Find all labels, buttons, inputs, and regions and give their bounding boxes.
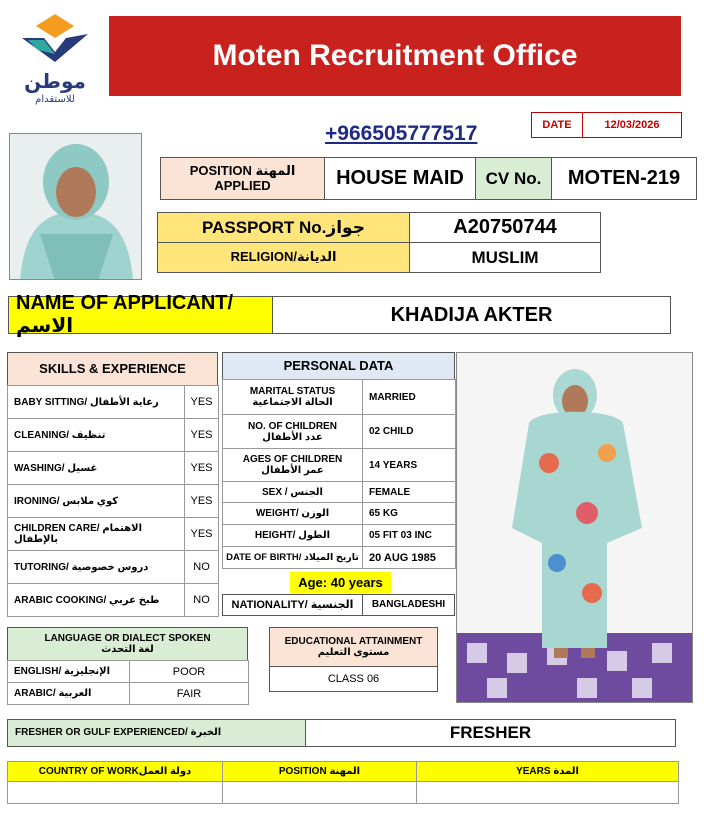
logo-mark-icon: [14, 12, 96, 62]
table-row: [223, 525, 456, 547]
table-row: [8, 419, 219, 452]
table-row: [8, 584, 219, 617]
cv-value: MOTEN-219: [551, 157, 697, 200]
skill-label: CLEANING/ تنظيف: [8, 419, 185, 452]
nationality-value: BANGLADESHI: [362, 594, 455, 616]
applicant-name-label: NAME OF APPLICANT/ الاسم: [8, 296, 273, 334]
personal-value: 14 YEARS: [363, 449, 456, 482]
work-cell: [223, 782, 417, 804]
cv-label: CV No.: [475, 157, 552, 200]
table-row: [8, 762, 679, 782]
date-value: 12/03/2026: [582, 112, 682, 138]
personal-value: 05 FIT 03 INC: [363, 525, 456, 547]
personal-label-ar: عمر الأطفال: [261, 465, 324, 476]
personal-label-ar: الحالة الاجتماعية: [252, 397, 333, 408]
skill-value: YES: [185, 419, 219, 452]
passport-value: A20750744: [409, 212, 601, 243]
experience-value: FRESHER: [305, 719, 676, 747]
position-label-line1: POSITION المهنة: [189, 162, 296, 178]
table-row: [8, 452, 219, 485]
religion-label: RELIGION/الديانة: [157, 242, 410, 273]
applicant-portrait-photo: [9, 133, 142, 280]
education-value: CLASS 06: [269, 666, 438, 692]
personal-value: MARRIED: [363, 380, 456, 415]
title-banner: [109, 16, 681, 96]
education-header-en: EDUCATIONAL ATTAINMENT: [284, 635, 423, 647]
language-table: [7, 660, 249, 705]
language-header-ar: لغة التحدث: [101, 644, 154, 655]
nationality-label: NATIONALITY/ الجنسية: [222, 594, 363, 616]
language-value: POOR: [130, 661, 249, 683]
work-col-position: POSITION المهنة: [223, 762, 417, 782]
applicant-full-body-photo: [456, 352, 693, 703]
table-row: [8, 518, 219, 551]
position-label-line2: APPLIED: [214, 177, 271, 193]
personal-label: WEIGHT/ الوزن: [223, 503, 363, 525]
personal-table: [222, 379, 456, 569]
skill-value: YES: [185, 452, 219, 485]
table-row: [8, 661, 249, 683]
personal-value: 20 AUG 1985: [363, 547, 456, 569]
personal-label-en: NO. OF CHILDREN: [248, 420, 337, 432]
personal-header: PERSONAL DATA: [222, 352, 455, 380]
skill-label: CHILDREN CARE/ الاهتمام بالإطفال: [8, 518, 185, 551]
page-title: Moten Recruitment Office: [212, 39, 578, 72]
work-cell: [417, 782, 679, 804]
personal-label-ar: عدد الأطفال: [262, 431, 323, 443]
personal-label: DATE OF BIRTH/ تاريخ الميلاد: [223, 547, 363, 569]
personal-value: 02 CHILD: [363, 415, 456, 449]
language-value: FAIR: [130, 683, 249, 705]
full-body-figure-icon: [457, 353, 693, 703]
personal-value: 65 KG: [363, 503, 456, 525]
table-row: [8, 485, 219, 518]
personal-label: SEX / الجنس: [223, 482, 363, 503]
education-header: [269, 627, 438, 667]
language-label: ARABIC/ العربية: [8, 683, 130, 705]
work-col-years: YEARS المدة: [417, 762, 679, 782]
table-row: [8, 683, 249, 705]
table-row: [223, 547, 456, 569]
table-row: [223, 503, 456, 525]
table-row: [223, 380, 456, 415]
table-row: [8, 551, 219, 584]
education-header-ar: مستوى التعليم: [317, 647, 390, 658]
logo-arabic-tag: للاستقدام: [35, 94, 75, 105]
table-row: [223, 482, 456, 503]
company-logo: [14, 12, 96, 104]
language-label: ENGLISH/ الإنجليزية: [8, 661, 130, 683]
religion-value: MUSLIM: [409, 242, 601, 273]
personal-label-en: MARITAL STATUS: [249, 386, 336, 397]
table-row: [8, 782, 679, 804]
skill-value: NO: [185, 584, 219, 617]
skills-header: SKILLS & EXPERIENCE: [7, 352, 218, 386]
skill-label: ARABIC COOKING/ طبخ عربي: [8, 584, 185, 617]
skill-value: YES: [185, 485, 219, 518]
skill-value: YES: [185, 386, 219, 419]
personal-label: [223, 380, 363, 415]
personal-value: FEMALE: [363, 482, 456, 503]
language-header-en: LANGUAGE OR DIALECT SPOKEN: [44, 632, 211, 644]
skills-table: [7, 385, 219, 617]
date-label: DATE: [531, 112, 583, 138]
phone-number: +966505777517: [325, 122, 478, 145]
skill-value: NO: [185, 551, 219, 584]
work-cell: [8, 782, 223, 804]
skill-label: IRONING/ كوي ملابس: [8, 485, 185, 518]
age-badge: Age: 40 years: [290, 572, 391, 593]
table-row: [223, 415, 456, 449]
applicant-name-value: KHADIJA AKTER: [272, 296, 671, 334]
work-col-country: COUNTRY OF WORKدولة العمل: [8, 762, 223, 782]
personal-label-en: AGES OF CHILDREN: [242, 454, 343, 465]
logo-arabic-name: موطن: [24, 71, 86, 93]
skill-label: TUTORING/ دروس خصوصية: [8, 551, 185, 584]
experience-label: FRESHER OR GULF EXPERIENCED/ الخبرة: [7, 719, 306, 747]
skill-label: WASHING/ غسيل: [8, 452, 185, 485]
personal-label: [223, 449, 363, 482]
table-row: [223, 449, 456, 482]
work-history-table: [7, 761, 679, 804]
skill-value: YES: [185, 518, 219, 551]
language-header: [7, 627, 248, 661]
position-value: HOUSE MAID: [324, 157, 476, 200]
position-label: [160, 157, 325, 200]
passport-label: PASSPORT No.جواز: [157, 212, 410, 243]
skill-label: BABY SITTING/ رعاية الأطفال: [8, 386, 185, 419]
portrait-figure-icon: [10, 134, 142, 280]
personal-label: [223, 415, 363, 449]
table-row: [8, 386, 219, 419]
personal-label: HEIGHT/ الطول: [223, 525, 363, 547]
